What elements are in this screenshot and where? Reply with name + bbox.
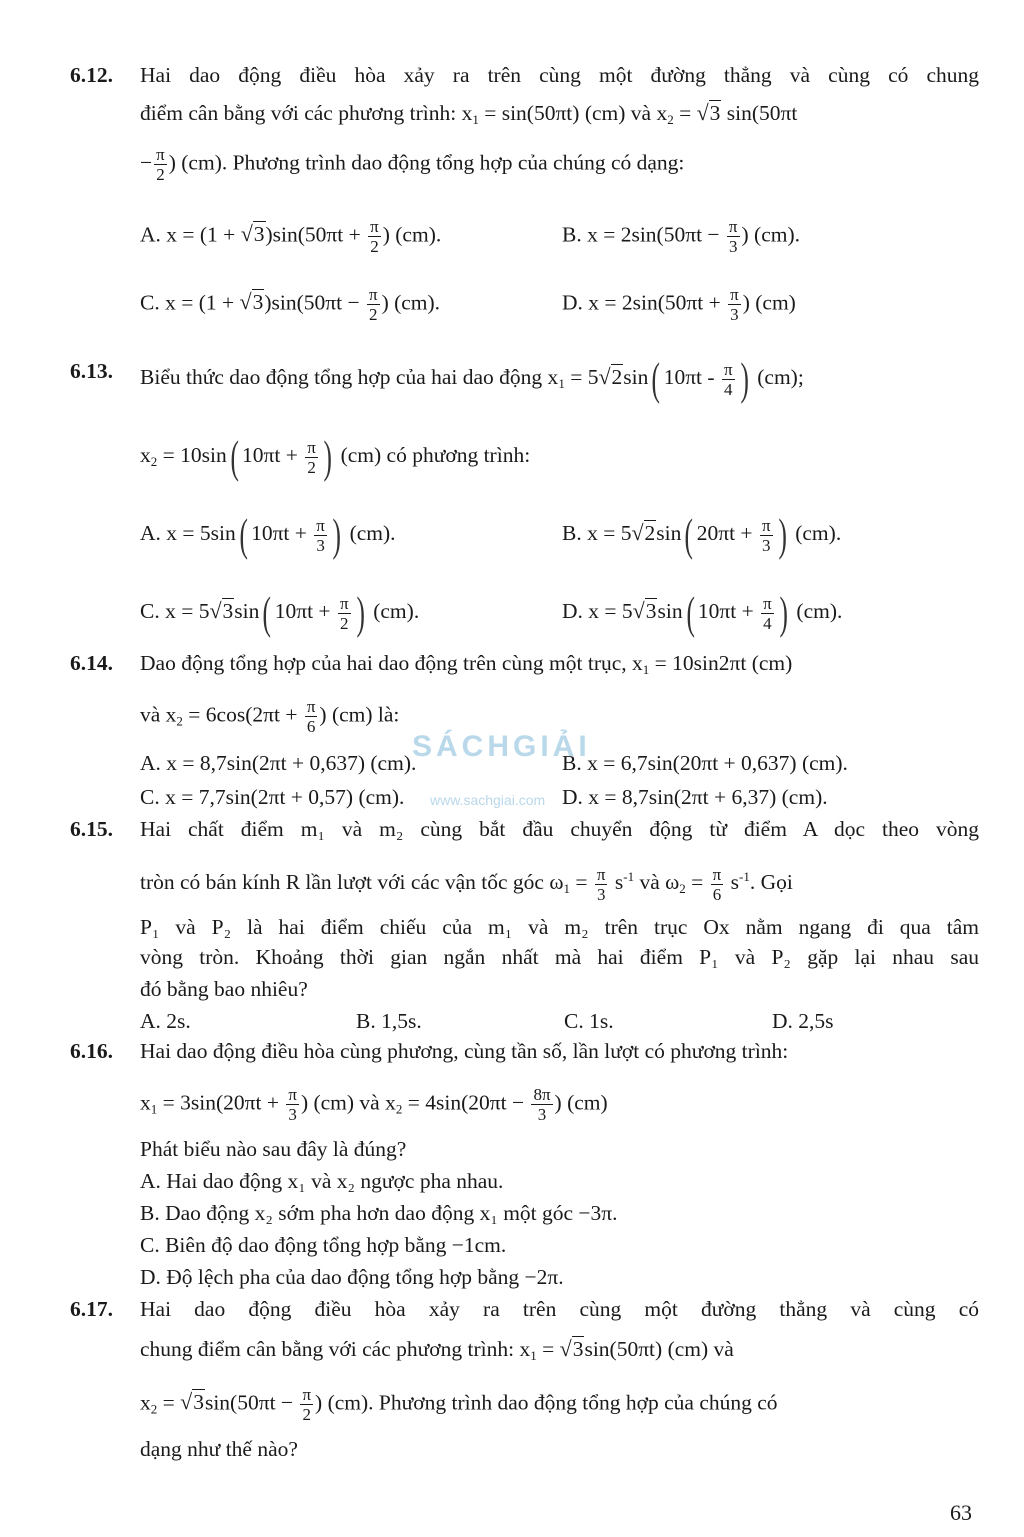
q613-option-c[interactable]: C. x = 5√3sin( 10πt + $\frac{\pi}{2}$ ) (cm). [140,587,420,638]
q612-line-3: − $\frac{\pi}{2}$ ) (cm). Phương trình dao động tổng hợp của chúng có dạng: [140,145,685,184]
watermark-logo: SÁCHGIẢI [412,730,591,763]
q615-line-4: vòng tròn. Khoảng thời gian ngắn nhất mà hai điểm P₁ và P₂ gặp lại nhau sau [140,945,979,969]
q617-line-2: chung điểm cân bằng với các phương trình: $x_1 = √3\sin(50\pi t)$ (cm) và [140,1336,734,1363]
q616-line-1: Hai dao động điều hòa cùng phương, cùng tần số, lần lượt có phương trình: [140,1039,789,1063]
q613-line-1: Biểu thức dao động tổng hợp của hai dao động $x_1 = 5√2\sin$( 10πt - $\frac{\pi}{4}$ ) (cm); [140,353,804,404]
q612-option-d[interactable]: D. x = 2sin(50πt + $\frac{\pi}{3}$ ) (cm) [562,285,796,324]
q617-line-4: dạng như thế nào? [140,1437,298,1461]
q614-option-a[interactable]: A. x = 8,7sin(2πt + 0,637) (cm). [140,751,417,775]
q616-option-a[interactable]: A. Hai dao động x₁ và x₂ ngược pha nhau. [140,1169,504,1193]
q615-line-5: đó bằng bao nhiêu? [140,977,308,1001]
q615-option-c[interactable]: C. 1s. [564,1009,614,1033]
q617-line-1: Hai dao động điều hòa xảy ra trên cùng một đường thẳng và cùng có [140,1297,979,1321]
q613-line-2: $x_2 = 10\sin$( 10πt + $\frac{\pi}{2}$ ) (cm) có phương trình: [140,431,531,482]
q614-line-1: Dao động tổng hợp của hai dao động trên cùng một trục, $x_1 = 10\sin 2\pi t$ (cm) [140,651,793,677]
question-number-6-17: 6.17. [70,1297,113,1321]
q613-option-a[interactable]: A. x = 5sin( 10πt + $\frac{\pi}{3}$ ) (cm). [140,509,396,560]
q612-option-c[interactable]: C. x = (1 + √3)sin(50πt − $\frac{\pi}{2}$ ) (cm). [140,285,441,324]
q615-option-d[interactable]: D. 2,5s [772,1009,834,1033]
q614-option-d[interactable]: D. x = 8,7sin(2πt + 6,37) (cm). [562,785,828,809]
q612-line-2: điểm cân bằng với các phương trình: $x_1 = \sin(50\pi t)$ (cm) và $x_2 = √3$ sin(50πt [140,100,798,127]
q615-option-b[interactable]: B. 1,5s. [356,1009,422,1033]
q616-option-d[interactable]: D. Độ lệch pha của dao động tổng hợp bằng −2π. [140,1265,564,1289]
q614-option-c[interactable]: C. x = 7,7sin(2πt + 0,57) (cm). [140,785,405,809]
q614-line-2: và $x_2 = 6\cos(2\pi t$ + $\frac{\pi}{6}$ ) (cm) là: [140,697,400,736]
watermark-url: www.sachgiai.com [430,792,546,808]
q612-option-a[interactable]: A. x = (1 + √3)sin(50πt + $\frac{\pi}{2}$ ) (cm). [140,217,442,256]
q616-line-2: $x_1 = 3\sin(20\pi t$ + $\frac{\pi}{3}$ ) (cm) và $x_2 = 4\sin(20\pi t$ − $\frac{8\pi}{3}$ ) (cm) [140,1085,608,1124]
q612-line-1: Hai dao động điều hòa xảy ra trên cùng một đường thẳng và cùng có chung [140,63,979,87]
q613-option-b[interactable]: B. x = 5√2sin( 20πt + $\frac{\pi}{3}$ ) (cm). [562,509,842,560]
q612-option-b[interactable]: B. x = 2sin(50πt − $\frac{\pi}{3}$ ) (cm). [562,217,801,256]
page-number: 63 [950,1500,972,1525]
q615-line-3: P₁ và P₂ là hai điểm chiếu của m₁ và m₂ trên trục Ox nằm ngang đi qua tâm [140,915,979,939]
question-number-6-13: 6.13. [70,359,113,383]
q615-option-a[interactable]: A. 2s. [140,1009,191,1033]
q617-line-3: $x_2 = √3\sin(50\pi t$ − $\frac{\pi}{2}$ ) (cm). Phương trình dao động tổng hợp của chúng có [140,1385,778,1424]
question-number-6-12: 6.12. [70,63,113,87]
question-number-6-14: 6.14. [70,651,113,675]
q616-line-3: Phát biểu nào sau đây là đúng? [140,1137,407,1161]
q614-option-b[interactable]: B. x = 6,7sin(20πt + 0,637) (cm). [562,751,848,775]
question-number-6-16: 6.16. [70,1039,113,1063]
q615-line-1: Hai chất điểm m₁ và m₂ cùng bắt đầu chuyển động từ điểm A dọc theo vòng [140,817,979,841]
q615-line-2: tròn có bán kính R lần lượt với các vận tốc góc $\omega_1$ = $\frac{\pi}{3}$ $s^{-1}$ và $\omega_2$ = $\frac{\pi}{6}$ $s^{-1}$. Gọi [140,864,793,904]
question-number-6-15: 6.15. [70,817,113,841]
q613-option-d[interactable]: D. x = 5√3sin( 10πt + $\frac{\pi}{4}$ ) (cm). [562,587,843,638]
q616-option-c[interactable]: C. Biên độ dao động tổng hợp bằng −1cm. [140,1233,507,1257]
q616-option-b[interactable]: B. Dao động x₂ sớm pha hơn dao động x₁ một góc −3π. [140,1201,618,1225]
